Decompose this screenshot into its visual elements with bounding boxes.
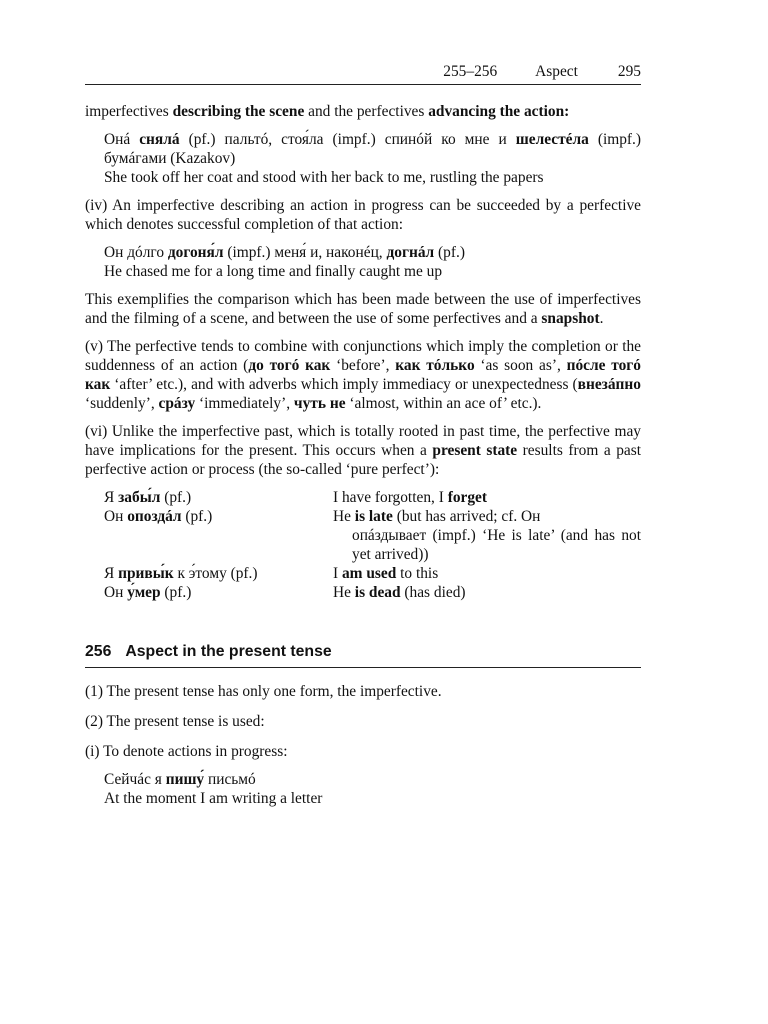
bold-term: до тогó как (248, 357, 331, 374)
russian-example (104, 243, 641, 262)
intro-paragraph (85, 102, 641, 121)
text-run: to this (396, 565, 439, 582)
english-translation: He chased me for a long time and finally caught me up (104, 263, 443, 280)
text-run: (v) The perfective tends to combine with conjunctions which imply the completion or the suddenness of an action ( (85, 338, 641, 374)
english-cell (333, 583, 641, 602)
text-run: (pf.) (434, 244, 465, 261)
text-run: results from a past perfective action or process (the so-called ‘pure perfect’): (85, 442, 641, 478)
text-run: (has died) (400, 584, 466, 601)
text-run: (impf.) меня́ и, наконéц, (223, 244, 387, 261)
text-run: He (333, 584, 355, 601)
section-title: Aspect in the present tense (125, 643, 332, 660)
text-run: (pf.) пальтó, стоя́ла (impf.) спинóй ко мне и (179, 131, 516, 148)
bold-verb: пишу́ (165, 771, 205, 788)
text-run: and the perfectives (304, 103, 429, 120)
text-run: (pf.) (181, 508, 213, 525)
russian-cell (104, 507, 333, 564)
text-run: Онá (104, 131, 140, 148)
table-row (104, 583, 641, 602)
bold-verb: шелестéла (515, 131, 589, 148)
bold-term: is late (354, 508, 393, 525)
text-run: (pf.) (160, 489, 192, 506)
text-run: (impf.) бумáгами (Kazakov) (104, 131, 641, 167)
text-run: ‘immediately’, (195, 395, 294, 412)
text-run: ‘almost, within an ace of’ etc.). (345, 395, 542, 412)
bold-term: forget (447, 489, 487, 506)
text-run: Он (104, 584, 128, 601)
header-topic: Aspect (535, 63, 578, 80)
bold-term: чуть не (293, 395, 346, 412)
bold-verb: забы́л (118, 489, 161, 506)
section-point-1: (1) The present tense has only one form, the imperfective. (85, 683, 442, 700)
table-row (104, 507, 641, 564)
bold-term: am used (341, 565, 397, 582)
bold-verb: снялá (139, 131, 180, 148)
example-block-2 (85, 243, 641, 281)
header-section-range: 255–256 (443, 63, 498, 80)
table-row (104, 488, 641, 507)
text-run: Он дóлго (104, 244, 168, 261)
english-translation: She took off her coat and stood with her back to me, rustling the papers (104, 169, 544, 186)
section-heading (85, 642, 641, 668)
example-block-3 (85, 770, 641, 808)
text-run: Сейчáс я (104, 771, 166, 788)
bold-verb: у́мер (127, 584, 161, 601)
bold-term: describing the scene (172, 103, 305, 120)
section-point-2: (2) The present tense is used: (85, 713, 265, 730)
text-run: ‘suddenly’, (85, 395, 159, 412)
point-vi (85, 422, 641, 479)
russian-example (104, 130, 641, 168)
point-iv: (iv) An imperfective describing an action in progress can be succeeded by a perfective which denotes successful completion of that action: (85, 197, 641, 233)
text-run: письмó (204, 771, 256, 788)
point-v (85, 337, 641, 413)
bold-verb: опоздáл (127, 508, 182, 525)
bold-term: пóсле тогó как (85, 357, 641, 393)
bold-verb: догнáл (386, 244, 435, 261)
english-cell (333, 564, 641, 583)
text-run-continued: опáздывает (impf.) ‘He is late’ (and has not yet arrived)) (352, 527, 641, 563)
bold-term: snapshot (541, 310, 600, 327)
bold-term: срáзу (158, 395, 196, 412)
text-run: Он (104, 508, 128, 525)
text-run: I (333, 565, 342, 582)
text-run: Я (104, 489, 119, 506)
english-translation: At the moment I am writing a letter (104, 790, 323, 807)
russian-cell (104, 564, 333, 583)
text-run: imperfectives (85, 103, 173, 120)
bold-term: как тóлько (395, 357, 475, 374)
bold-term: is dead (354, 584, 401, 601)
table-row (104, 564, 641, 583)
bold-verb: привы́к (118, 565, 174, 582)
bold-term: present state (432, 442, 518, 459)
text-run: I have forgotten, I (333, 489, 448, 506)
text-run: к э́тому (pf.) (173, 565, 258, 582)
bold-term: advancing the action: (428, 103, 570, 120)
section-number: 256 (85, 643, 112, 660)
text-run: He (333, 508, 355, 525)
text-run: ‘after’ etc.), and with adverbs which imply immediacy or unexpectedness ( (110, 376, 578, 393)
book-page (85, 60, 641, 808)
text-run: . (599, 310, 604, 327)
section-point-i: (i) To denote actions in progress: (85, 743, 288, 760)
bold-term: внезáпно (577, 376, 641, 393)
russian-example (104, 770, 641, 789)
text-run: (but has arrived; cf. Он (392, 508, 541, 525)
text-run: (vi) Unlike the imperfective past, which is totally rooted in past time, the perfective may have implications for the present. This occurs when a (85, 423, 641, 459)
text-run: ‘as soon as’, (474, 357, 567, 374)
perfect-examples-table (104, 488, 641, 602)
exemplifies-paragraph (85, 290, 641, 328)
english-cell (333, 488, 641, 507)
russian-cell (104, 583, 333, 602)
text-run: This exemplifies the comparison which has been made between the use of imperfectives and the filming of a scene, and between the use of some perfectives and a (85, 291, 641, 327)
page-number: 295 (617, 63, 641, 80)
example-block-1 (85, 130, 641, 187)
text-run: ‘before’, (330, 357, 396, 374)
english-cell (333, 507, 641, 564)
russian-cell (104, 488, 333, 507)
bold-verb: догоня́л (167, 244, 224, 261)
text-run: Я (104, 565, 119, 582)
running-header (85, 60, 641, 85)
text-run: (pf.) (160, 584, 192, 601)
